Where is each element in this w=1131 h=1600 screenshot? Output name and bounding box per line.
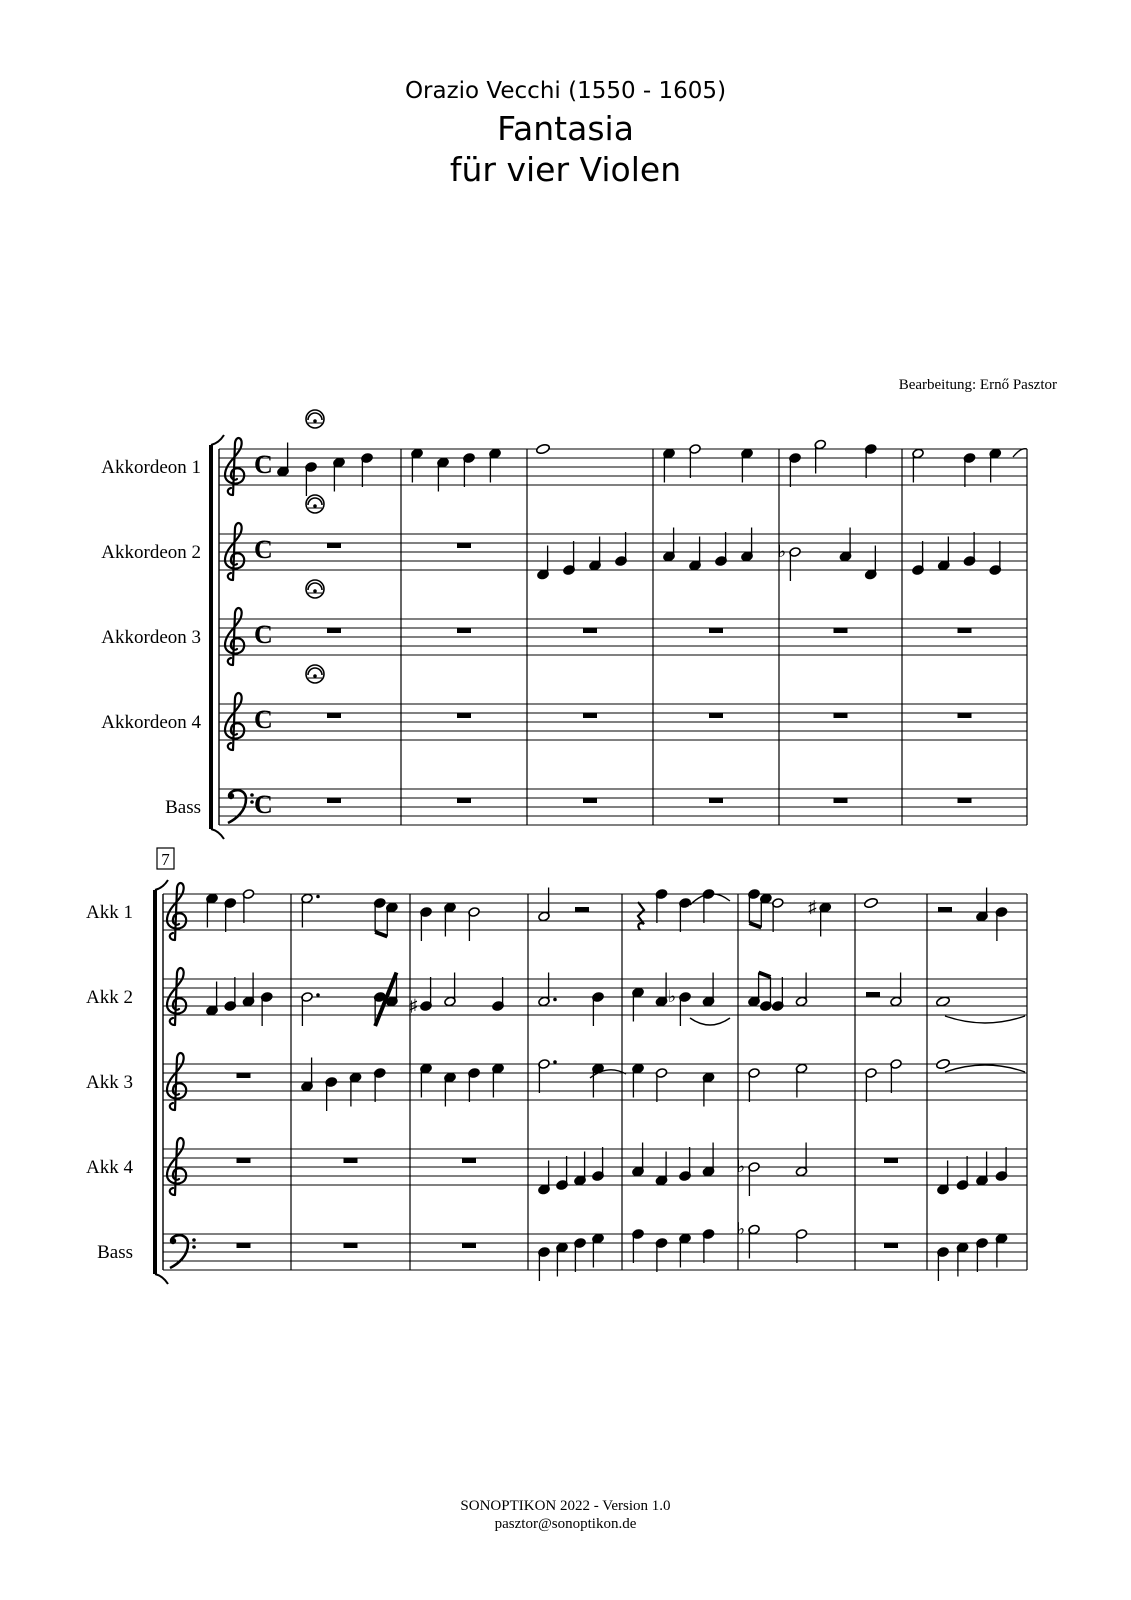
- whole-rest: [884, 1243, 898, 1248]
- instrument-label: Akkordeon 2: [101, 542, 201, 563]
- bracket-hook: [155, 880, 168, 890]
- notehead: [936, 1058, 951, 1070]
- bass-clef-dot: [228, 793, 234, 799]
- notehead: [536, 443, 551, 455]
- instrument-label: Akk 1: [86, 902, 133, 923]
- augmentation-dot: [553, 998, 557, 1002]
- whole-rest: [237, 1073, 251, 1078]
- whole-rest: [834, 628, 848, 633]
- whole-rest: [958, 628, 972, 633]
- bracket-hook: [211, 829, 224, 839]
- fermata-dot: [313, 674, 317, 678]
- whole-rest: [462, 1243, 476, 1248]
- bracket-hook: [155, 1274, 168, 1284]
- time-signature: C: [254, 790, 273, 819]
- footer-email: pasztor@sonoptikon.de: [494, 1516, 637, 1532]
- whole-rest: [462, 1158, 476, 1163]
- half-rest: [575, 907, 589, 912]
- whole-rest: [457, 798, 471, 803]
- rehearsal-mark: 7: [161, 850, 170, 869]
- tie: [690, 1018, 730, 1025]
- whole-rest: [834, 798, 848, 803]
- composer-line: Orazio Vecchi (1550 - 1605): [404, 78, 727, 104]
- whole-rest: [327, 713, 341, 718]
- bracket-hook: [211, 435, 224, 445]
- time-signature: C: [254, 705, 273, 734]
- time-signature: C: [254, 535, 273, 564]
- accidental: ♭: [737, 1219, 746, 1239]
- system-1: [101, 410, 1027, 839]
- instrument-label: Akkordeon 4: [101, 712, 201, 733]
- fermata-arc: [308, 413, 322, 420]
- half-rest: [866, 992, 880, 997]
- whole-rest: [884, 1158, 898, 1163]
- whole-rest: [457, 713, 471, 718]
- fermata-dot: [313, 589, 317, 593]
- tie: [945, 1016, 1025, 1023]
- whole-rest: [237, 1243, 251, 1248]
- whole-rest: [237, 1158, 251, 1163]
- augmentation-dot: [553, 1060, 557, 1064]
- accidental: ♭: [668, 987, 677, 1006]
- whole-rest: [958, 798, 972, 803]
- notehead: [864, 897, 879, 909]
- fermata-dot: [313, 419, 317, 423]
- half-rest: [938, 907, 952, 912]
- title-line-2: für vier Violen: [449, 150, 682, 189]
- whole-rest: [709, 798, 723, 803]
- whole-rest: [327, 543, 341, 548]
- whole-rest: [457, 628, 471, 633]
- tie: [1013, 449, 1027, 457]
- note-beam: [759, 973, 771, 978]
- fermata-arc: [308, 668, 322, 675]
- whole-rest: [834, 713, 848, 718]
- quarter-rest: [638, 902, 644, 930]
- accidental: ♯: [409, 996, 418, 1015]
- whole-rest: [709, 628, 723, 633]
- whole-rest: [583, 628, 597, 633]
- note-beam: [375, 932, 387, 937]
- whole-rest: [327, 628, 341, 633]
- augmentation-dot: [316, 895, 320, 899]
- title-line-1: Fantasia: [497, 109, 634, 148]
- instrument-label: Akkordeon 3: [101, 627, 201, 648]
- whole-rest: [344, 1243, 358, 1248]
- whole-rest: [709, 713, 723, 718]
- time-signature: C: [254, 450, 273, 479]
- bass-clef-dot: [170, 1238, 176, 1244]
- bass-clef-dot: [192, 1245, 196, 1249]
- fermata-dot: [313, 504, 317, 508]
- whole-rest: [344, 1158, 358, 1163]
- instrument-label: Bass: [97, 1242, 133, 1263]
- arranger-credit: Bearbeitung: Ernő Pasztor: [898, 377, 1057, 393]
- instrument-label: Akkordeon 1: [101, 457, 201, 478]
- system-2: [86, 848, 1027, 1284]
- instrument-label: Bass: [165, 797, 201, 818]
- whole-rest: [327, 798, 341, 803]
- tie: [945, 1065, 1025, 1072]
- accidental: ♭: [737, 1157, 746, 1176]
- whole-rest: [958, 713, 972, 718]
- whole-rest: [457, 543, 471, 548]
- accidental: ♭: [778, 542, 787, 561]
- note-beam: [749, 923, 761, 928]
- fermata-arc: [308, 583, 322, 590]
- fermata-arc: [308, 498, 322, 505]
- instrument-label: Akk 3: [86, 1072, 133, 1093]
- instrument-label: Akk 4: [86, 1157, 133, 1178]
- footer-copyright: SONOPTIKON 2022 - Version 1.0: [460, 1498, 671, 1514]
- accidental: ♯: [808, 897, 817, 917]
- bass-clef-dot: [192, 1238, 196, 1242]
- time-signature: C: [254, 620, 273, 649]
- whole-rest: [583, 798, 597, 803]
- augmentation-dot: [316, 993, 320, 997]
- whole-rest: [583, 713, 597, 718]
- instrument-label: Akk 2: [86, 987, 133, 1008]
